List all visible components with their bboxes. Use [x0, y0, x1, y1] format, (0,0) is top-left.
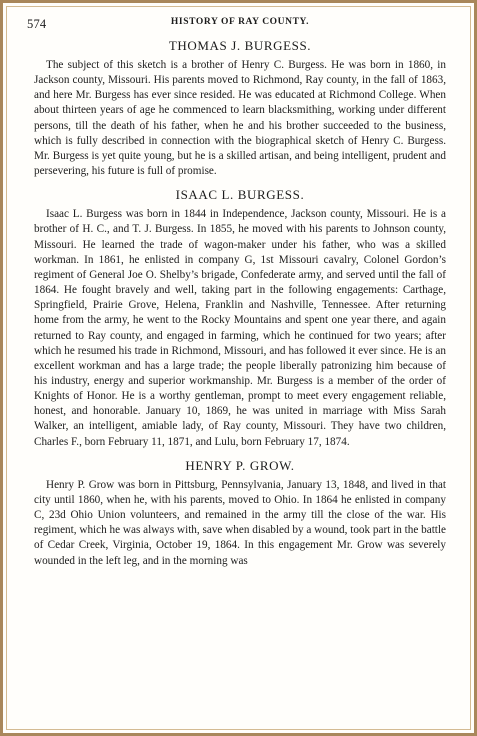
section-title-isaac-burgess: ISAAC L. BURGESS. [175, 187, 305, 203]
book-title: HISTORY OF RAY COUNTY. [170, 17, 310, 27]
biography-henry-grow: Henry P. Grow was born in Pittsburg, Pennsylvania, January 13, 1848, and lived in that city until 1860, when he, with his parents, moved to Ohio. In 1864 he enlisted in company C, 23d Ohio Union volunteers, and remained in the army till the close of the war. His regiment, which he was always with, save when disabled by a wound, took part in the battle of Cedar Creek, Virginia, October 19, 1864. In this engagement Mr. Grow was severely wounded in the left leg, and in the morning was [34, 478, 446, 567]
section-title-thomas-burgess: THOMAS J. BURGESS. [168, 38, 312, 53]
biography-isaac-burgess: Isaac L. Burgess was born in 1844 in Independence, Jackson county, Missouri. He is a brother of H. C., and T. J. Burgess. In 1855, he moved with his parents to Johnson county, Missouri. He learned the trade of wagon-maker under his father, who was a skilled workman. In 1861, he enlisted in company G, 1st Missouri cavalry, Colonel Gordon’s regiment of General Joe O. Shelby’s brigade, Confederate army, and served until the fall of 1864. He fought bravely and well, taking part in the following engagements: Carthage, Springfield, Prairie Grove, Helena, Franklin and Nashville, Tennessee. After returning home from the army, he went to the Rocky Mountains and spent one year there, and again returned to Ray county, and engaged in farming, which he continued for two years; after which he resumed his trade in Richmond, Missouri, and has followed it ever since. He is an excellent workman and has a large trade; the people liberally patronizing him because of his industry, energy and superior workmanship. Mr. Burgess is a member of the order of Knights of Honor. He is a worthy gentleman, prompt to meet every engagement reliable, honest, and honorable. January 10, 1869, he was united in marriage with Miss Sarah Walker, an intelligent, amiable lady, of Ray county, Missouri. They have two children, Charles F., born February 11, 1871, and Lulu, born February 17, 1874. [34, 208, 446, 448]
biography-thomas-burgess: The subject of this sketch is a brother of Henry C. Burgess. He was born in 1860, in Jackson county, Missouri. His parents moved to Richmond, Ray county, in the fall of 1863, and here Mr. Burgess has ever since resided. He was educated at Richmond College. When about thirteen years of age he commenced to learn blacksmithing, working under different persons, till the death of his father, when he and his brother succeeded to the business, which is fully described in connection with the biographical sketch of Henry C. Burgess. Mr. Burgess is yet quite young, but he is a skilled artisan, and being intelligent, prudent and persevering, his future is full of promise. [34, 59, 446, 178]
running-head [27, 17, 446, 33]
section-title-henry-grow: HENRY P. GROW. [185, 457, 295, 473]
page-number: 574 [27, 17, 47, 31]
book-page [27, 17, 446, 569]
